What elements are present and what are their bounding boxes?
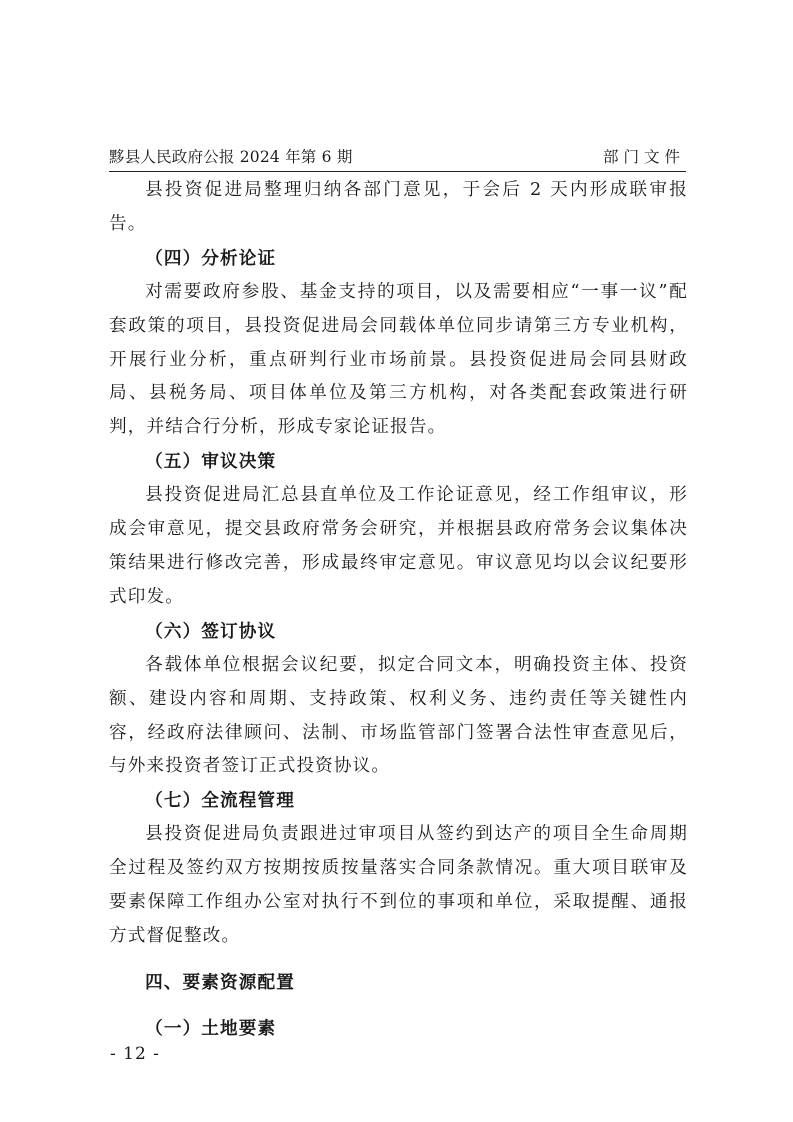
paragraph: 各载体单位根据会议纪要，拟定合同文本，明确投资主体、投资额、建设内容和周期、支持政策、权利义务、违约责任等关键性内容，经政府法律顾问、法制、市场监管部门签署合法性审查意见后，与外来投资者签订正式投资协议。	[109, 654, 688, 777]
section-heading: （四）分析论证	[145, 247, 277, 269]
paragraph: 县投资促进局负责跟进过审项目从签约到达产的项目全生命周期全过程及签约双方按期按质按量落实合同条款情况。重大项目联审及要素保障工作组办公室对执行不到位的事项和单位，采取提醒、通报方式督促整改。	[109, 824, 688, 946]
section-heading: （六）签订协议	[145, 620, 277, 642]
section-heading: （七）全流程管理	[145, 790, 296, 812]
paragraph: 县投资促进局整理归纳各部门意见，于会后 2 天内形成联审报告。	[109, 180, 688, 234]
section-heading: （一）土地要素	[145, 1017, 277, 1039]
page-number: - 12 -	[110, 1044, 160, 1064]
paragraph: 县投资促进局汇总县直单位及工作论证意见，经工作组审议，形成会审意见，提交县政府常务会研究，并根据县政府常务会议集体决策结果进行修改完善，形成最终审定意见。审议意见均以会议纪要形式印发。	[109, 485, 688, 607]
section-heading: （五）审议决策	[145, 451, 277, 473]
document-body	[109, 174, 688, 1052]
header-divider	[109, 171, 686, 172]
chapter-heading: 四、要素资源配置	[145, 971, 296, 993]
section-label: 部门文件	[602, 148, 685, 166]
paragraph: 对需要政府参股、基金支持的项目，以及需要相应“一事一议”配套政策的项目，县投资促进局会同载体单位同步请第三方专业机构，开展行业分析，重点研判行业市场前景。县投资促进局会同县财政局、县税务局、项目体单位及第三方机构，对各类配套政策进行研判，并结合行分析，形成专家论证报告。	[109, 281, 688, 438]
page-header	[109, 145, 685, 169]
bulletin-title: 黟县人民政府公报 2024 年第 6 期	[109, 148, 353, 166]
